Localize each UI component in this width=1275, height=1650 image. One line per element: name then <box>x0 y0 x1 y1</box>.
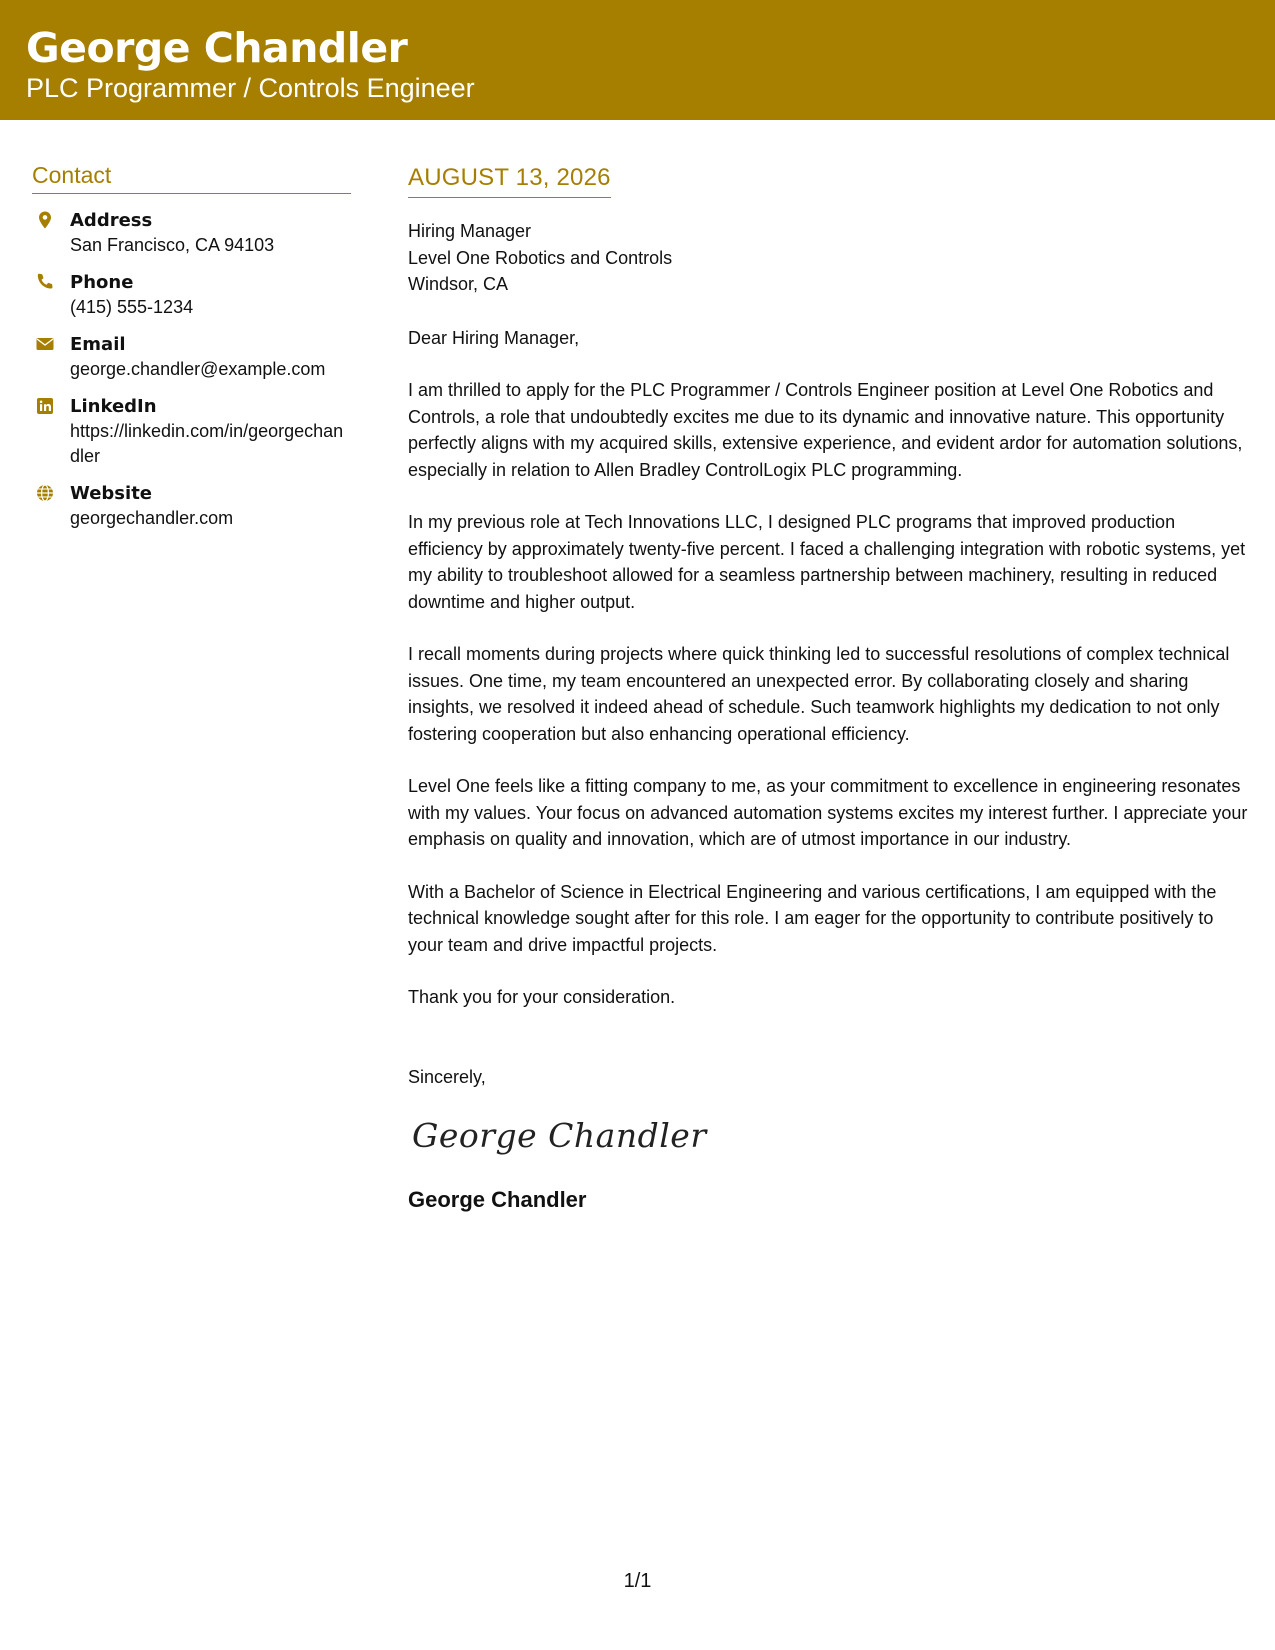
contact-email <box>32 332 351 382</box>
contact-value: San Francisco, CA 94103 <box>70 235 275 255</box>
page-number: 1/1 <box>623 1570 652 1592</box>
contact-label: LinkedIn <box>70 396 157 417</box>
letter-paragraph: Thank you for your consideration. <box>408 987 676 1007</box>
contact-website <box>32 481 351 531</box>
contact-label: Phone <box>70 272 134 293</box>
recipient-line: Windsor, CA <box>408 274 509 294</box>
contact-heading: Contact <box>32 162 351 194</box>
letter-paragraph: I recall moments during projects where quick thinking led to successful resolutions of complex technical issues. One time, my team encountered an unexpected error. By collaborating closely and sharing insights, we resolved it indeed ahead of schedule. Such teamwork highlights my dedication to not only fostering cooperation but also enhancing operational efficiency. <box>408 644 1230 744</box>
website-link[interactable]: georgechandler.com <box>70 508 234 528</box>
contact-phone <box>32 270 351 320</box>
linkedin-icon <box>35 396 55 416</box>
signer-name: George Chandler <box>408 1187 587 1212</box>
recipient-line: Level One Robotics and Controls <box>408 247 673 268</box>
header-banner <box>0 0 1275 120</box>
contact-address <box>32 208 351 258</box>
phone-icon <box>35 272 55 292</box>
date-block <box>408 164 611 198</box>
letter-paragraph: I am thrilled to apply for the PLC Programmer / Controls Engineer position at Level One Robotics and Controls, a role that undoubtedly excites me due to its dynamic and innovative nature. This opportunity perfectly aligns with my acquired skills, extensive experience, and evident ardor for automation solutions, especially in relation to Allen Bradley ControlLogix PLC programming. <box>408 380 1243 480</box>
salutation: Dear Hiring Manager, <box>408 327 580 348</box>
letter-body <box>408 164 1248 1213</box>
contact-value: (415) 555-1234 <box>70 297 194 317</box>
linkedin-link[interactable]: https://linkedin.com/in/georgechandler <box>70 421 344 466</box>
letter-paragraph: Level One feels like a fitting company to me, as your commitment to excellence in engineering resonates with my values. Your focus on advanced automation systems excites my interest further. I appreciate your emphasis on quality and innovation, which are of utmost importance in our industry. <box>408 776 1248 849</box>
contact-label: Email <box>70 334 126 355</box>
job-title: PLC Programmer / Controls Engineer <box>26 73 475 103</box>
contact-linkedin <box>32 394 351 469</box>
envelope-icon <box>35 334 55 354</box>
map-pin-icon <box>35 210 55 230</box>
email-link[interactable]: george.chandler@example.com <box>70 359 326 379</box>
contact-sidebar <box>32 162 351 543</box>
handwritten-signature: George Chandler <box>412 1116 707 1155</box>
recipient-line: Hiring Manager <box>408 221 532 241</box>
letter-paragraph: With a Bachelor of Science in Electrical Engineering and various certifications, I am equipped with the technical knowledge sought after for this role. I am eager for the opportunity to contribute positively to your team and drive impactful projects. <box>408 881 1217 955</box>
recipient-block <box>408 218 1248 298</box>
applicant-name: George Chandler <box>26 24 408 72</box>
globe-icon <box>35 483 55 503</box>
contact-label: Address <box>70 210 153 231</box>
letter-date: AUGUST 13, 2026 <box>408 164 611 191</box>
contact-label: Website <box>70 483 153 504</box>
letter-paragraph: In my previous role at Tech Innovations LLC, I designed PLC programs that improved production efficiency by approximately twenty-five percent. I faced a challenging integration with robotic systems, yet my ability to troubleshoot allowed for a seamless partnership between machinery, resulting in reduced downtime and higher output. <box>408 512 1246 612</box>
closing: Sincerely, <box>408 1066 486 1087</box>
